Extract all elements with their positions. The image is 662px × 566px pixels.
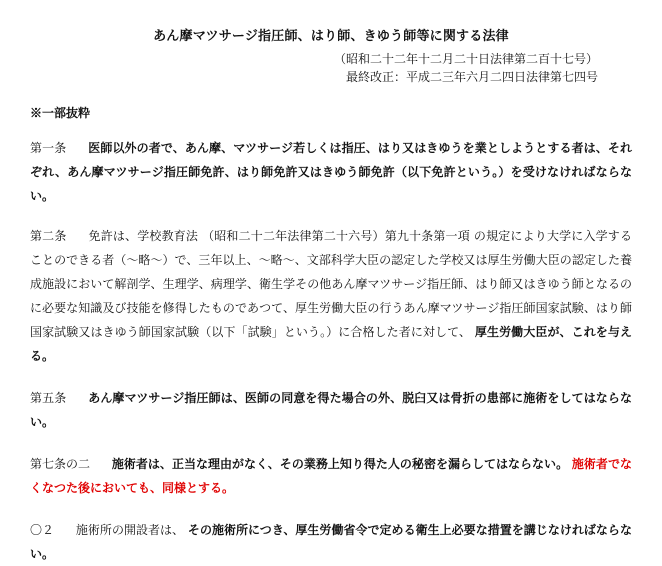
article-number: 第七条の二 xyxy=(30,457,91,471)
article-text: 医師以外の者で、あん摩、マツサージ若しくは指圧、はり又はきゆうを業としようとする者は、それぞれ、あん摩マツサージ指圧師免許、はり師免許又はきゆう師免許（以下免許という。）を受けなければならない。 xyxy=(30,141,632,203)
excerpt-note: ※一部抜粋 xyxy=(30,106,91,120)
law-title: あん摩マツサージ指圧師、はり師、きゆう師等に関する法律 xyxy=(153,29,509,44)
article-text-highlight: 施術者でなくなつた後においても、同様とする。 xyxy=(30,457,632,495)
article-number: 第一条 xyxy=(30,141,67,155)
article-text: 施術者は、正当な理由がなく、その業務上知り得た人の秘密を漏らしてはならない。 xyxy=(111,457,569,471)
article-7-2 xyxy=(30,452,632,500)
article-number: 第五条 xyxy=(30,391,67,405)
article-1 xyxy=(30,136,632,208)
article-5 xyxy=(30,386,632,434)
article-7-2-paragraph-2 xyxy=(30,518,632,566)
article-text: 免許は、学校教育法 （昭和二十二年法律第二十六号）第九十条第一項 の規定により大学に入学することのできる者（～略～）で、三年以上、～略～、文部科学大臣の認定した学校又は厚生労働大臣の認定した養成施設において解剖学、生理学、病理学、衛生学その他あん摩マツサージ指圧師、はり師又はきゆう師となるのに必要な知識及び技能を修得したものであつて、厚生労働大臣の行うあん摩マツサージ指圧師国家試験、はり師国家試験又はきゆう師国家試験（以下「試験」という。）に合格した者に対して、 xyxy=(30,229,632,339)
article-text-emphasis: その施術所につき、厚生労働省令で定める衛生上必要な措置を講じなければならない。 xyxy=(30,523,632,561)
last-revision-info: 最終改正：平成二三年六月二四日法律第七四号 xyxy=(345,70,598,84)
enactment-info: （昭和二十二年十二月二十日法律第二百十七号） xyxy=(333,52,598,66)
article-text: あん摩マツサージ指圧師は、医師の同意を得た場合の外、脱臼又は骨折の患部に施術をしてはならない。 xyxy=(30,391,632,429)
article-2 xyxy=(30,224,632,368)
article-number: 第二条 xyxy=(30,229,67,243)
paragraph-number: 〇２ xyxy=(30,523,55,537)
article-text: 施術所の開設者は、 xyxy=(75,523,185,537)
article-text-emphasis: 厚生労働大臣が、これを与える。 xyxy=(30,325,632,363)
